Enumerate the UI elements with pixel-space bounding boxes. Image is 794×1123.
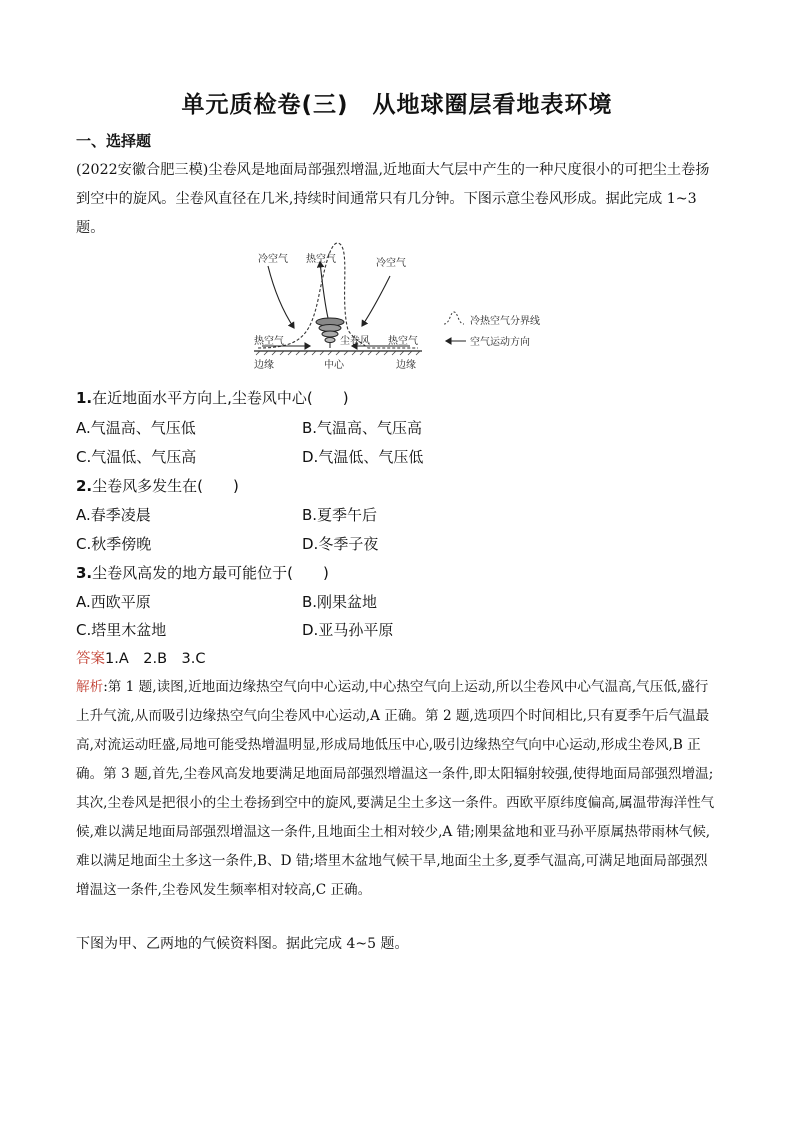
label-edge-left: 边缘 <box>254 360 274 371</box>
label-hot-air-top: 热空气 <box>306 254 336 265</box>
question-2 <box>76 475 239 496</box>
label-center: 中心 <box>324 360 344 371</box>
question-text: 尘卷风多发生在( ) <box>92 477 239 495</box>
question-number: 1. <box>76 389 93 407</box>
option-3b[interactable]: B.刚果盆地 <box>302 593 378 611</box>
analysis-paragraph <box>76 673 720 905</box>
question-number: 3. <box>76 564 93 582</box>
dust-devil-diagram <box>240 240 570 380</box>
option-3d[interactable]: D.亚马孙平原 <box>302 621 394 639</box>
page-title: 单元质检卷(三) 从地球圈层看地表环境 <box>181 92 613 118</box>
diagram-svg <box>240 240 570 380</box>
label-dust-devil: 尘卷风 <box>340 336 370 347</box>
intro-paragraph: (2022安徽合肥三模)尘卷风是地面局部强烈增温,近地面大气层中产生的一种尺度很小的可把尘土卷扬到空中的旋风。尘卷风直径在几米,持续时间通常只有几分钟。下图示意尘卷风形成。据此完成 1~3 题。 <box>76 162 710 236</box>
label-cold-air-left: 冷空气 <box>258 254 288 265</box>
closing-paragraph: 下图为甲、乙两地的气候资料图。据此完成 4~5 题。 <box>76 936 409 952</box>
analysis-text: :第 1 题,读图,近地面边缘热空气向中心运动,中心热空气向上运动,所以尘卷风中心气温高,气压低,盛行上升气流,从而吸引边缘热空气向尘卷风中心运动,A 正确。第 2 题,选项四个时间相比,只有夏季午后气温最高,对流运动旺盛,局地可能受热增温明显,形成局地低压中心,吸引边缘热空气向中心运动,形成尘卷风,B 正确。第 3 题,首先,尘卷风高发地要满足地面局部强烈增温这一条件,即太阳辐射较强,使得地面局部强烈增温;其次,尘卷风是把很小的尘土卷扬到空中的旋风,要满足尘土多这一条件。西欧平原纬度偏高,属温带海洋性气候,难以满足地面局部强烈增温这一条件,且地面尘土相对较少,A 错;刚果盆地和亚马孙平原属热带雨林气候,难以满足地面尘土多这一条件,B、D 错;塔里木盆地气候干旱,地面尘土多,夏季气温高,可满足地面局部强烈增温这一条件,尘卷风发生频率相对较高,C 正确。 <box>76 679 715 898</box>
question-text: 尘卷风高发的地方最可能位于( ) <box>92 564 329 582</box>
cold-air-arrow-right <box>362 276 390 326</box>
option-2d[interactable]: D.冬季子夜 <box>302 535 379 553</box>
cold-air-arrow-left <box>268 266 294 328</box>
option-1d[interactable]: D.气温低、气压低 <box>302 448 424 466</box>
question-3 <box>76 562 329 583</box>
option-2c[interactable]: C.秋季傍晚 <box>76 535 152 553</box>
label-edge-right: 边缘 <box>396 360 416 371</box>
option-1c[interactable]: C.气温低、气压高 <box>76 448 197 466</box>
answer-label: 答案 <box>76 651 105 667</box>
option-1b[interactable]: B.气温高、气压高 <box>302 419 423 437</box>
answer-text: 1.A 2.B 3.C <box>105 651 206 667</box>
label-hot-air-left: 热空气 <box>254 336 284 347</box>
option-2a[interactable]: A.春季凌晨 <box>76 506 151 524</box>
label-hot-air-right: 热空气 <box>388 336 418 347</box>
analysis-label: 解析 <box>76 679 104 695</box>
answer-line <box>76 647 206 668</box>
option-1a[interactable]: A.气温高、气压低 <box>76 419 196 437</box>
option-3c[interactable]: C.塔里木盆地 <box>76 621 167 639</box>
legend-boundary-symbol <box>444 312 464 324</box>
legend-boundary-label: 冷热空气分界线 <box>470 316 540 327</box>
option-3a[interactable]: A.西欧平原 <box>76 593 151 611</box>
section-heading: 一、选择题 <box>76 132 152 150</box>
option-2b[interactable]: B.夏季午后 <box>302 506 378 524</box>
question-text: 在近地面水平方向上,尘卷风中心( ) <box>92 389 349 407</box>
legend-direction-label: 空气运动方向 <box>470 337 530 348</box>
question-1 <box>76 387 349 408</box>
question-number: 2. <box>76 477 93 495</box>
label-cold-air-right: 冷空气 <box>376 258 406 269</box>
